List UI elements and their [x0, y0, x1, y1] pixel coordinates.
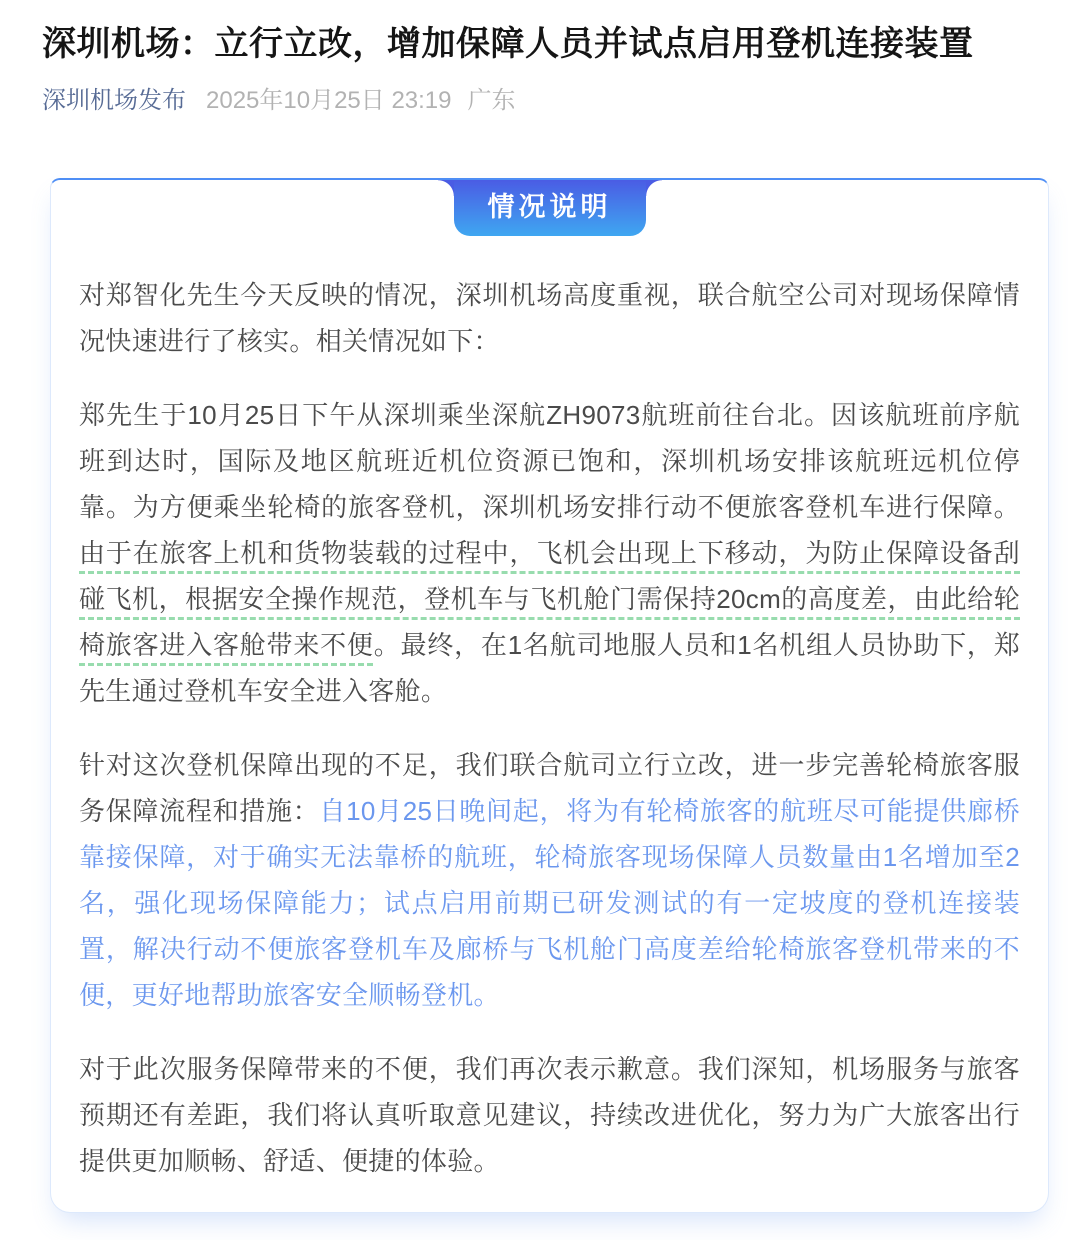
badge-flare-left-shape	[438, 180, 454, 196]
statement-badge-label: 情况说明	[487, 192, 612, 222]
badge-flare-right-shape	[646, 180, 662, 196]
highlighted-measures-text: 自10月25日晚间起，将为有轮椅旅客的航班尽可能提供廊桥靠接保障，对于确实无法靠桥的航班，轮椅旅客现场保障人员数量由1名增加至2名，强化现场保障能力；试点启用前期已研发测试的有一定坡度的登机连接装置，解决行动不便旅客登机车及廊桥与飞机舱门高度差给轮椅旅客登机带来的不便，更好地帮助旅客安全顺畅登机。	[79, 796, 1020, 1010]
statement-body	[79, 272, 1020, 1184]
body-text: 对于此次服务保障带来的不便，我们再次表示歉意。我们深知，机场服务与旅客预期还有差距，我们将认真听取意见建议，持续改进优化，努力为广大旅客出行提供更加顺畅、舒适、便捷的体验。	[79, 1054, 1020, 1176]
body-text: 针对这次登机保障出现的不足，我们联合航司立行立改，进一步完善轮椅旅客服务保障流程和措施：	[79, 750, 1020, 826]
statement-paragraph	[79, 742, 1020, 1018]
statement-paragraph	[79, 272, 1020, 364]
publisher-link[interactable]: 深圳机场发布	[42, 87, 186, 114]
byline	[42, 86, 1038, 116]
statement-card	[50, 178, 1049, 1213]
body-text: 。最终，在1名航司地服人员和1名机组人员协助下，郑先生通过登机车安全进入客舱。	[79, 630, 1020, 706]
article-title: 深圳机场：立行立改，增加保障人员并试点启用登机连接装置	[42, 25, 974, 63]
statement-paragraph	[79, 392, 1020, 714]
publish-datetime: 2025年10月25日 23:19	[206, 87, 452, 114]
body-text: 对郑智化先生今天反映的情况，深圳机场高度重视，联合航空公司对现场保障情况快速进行了核实。相关情况如下：	[79, 280, 1020, 356]
statement-paragraph	[79, 1046, 1020, 1184]
underlined-text: 由于在旅客上机和货物装载的过程中，飞机会出现上下移动，为防止保障设备刮碰飞机，根据安全操作规范，登机车与飞机舱门需保持20cm的高度差，由此给轮椅旅客进入客舱带来不便	[79, 538, 1020, 660]
body-text: 郑先生于10月25日下午从深圳乘坐深航ZH9073航班前往台北。因该航班前序航班到达时，国际及地区航班近机位资源已饱和，深圳机场安排该航班远机位停靠。为方便乘坐轮椅的旅客登机，深圳机场安排行动不便旅客登机车进行保障。	[79, 400, 1020, 522]
statement-badge	[454, 180, 646, 236]
publish-location: 广东	[467, 87, 516, 114]
